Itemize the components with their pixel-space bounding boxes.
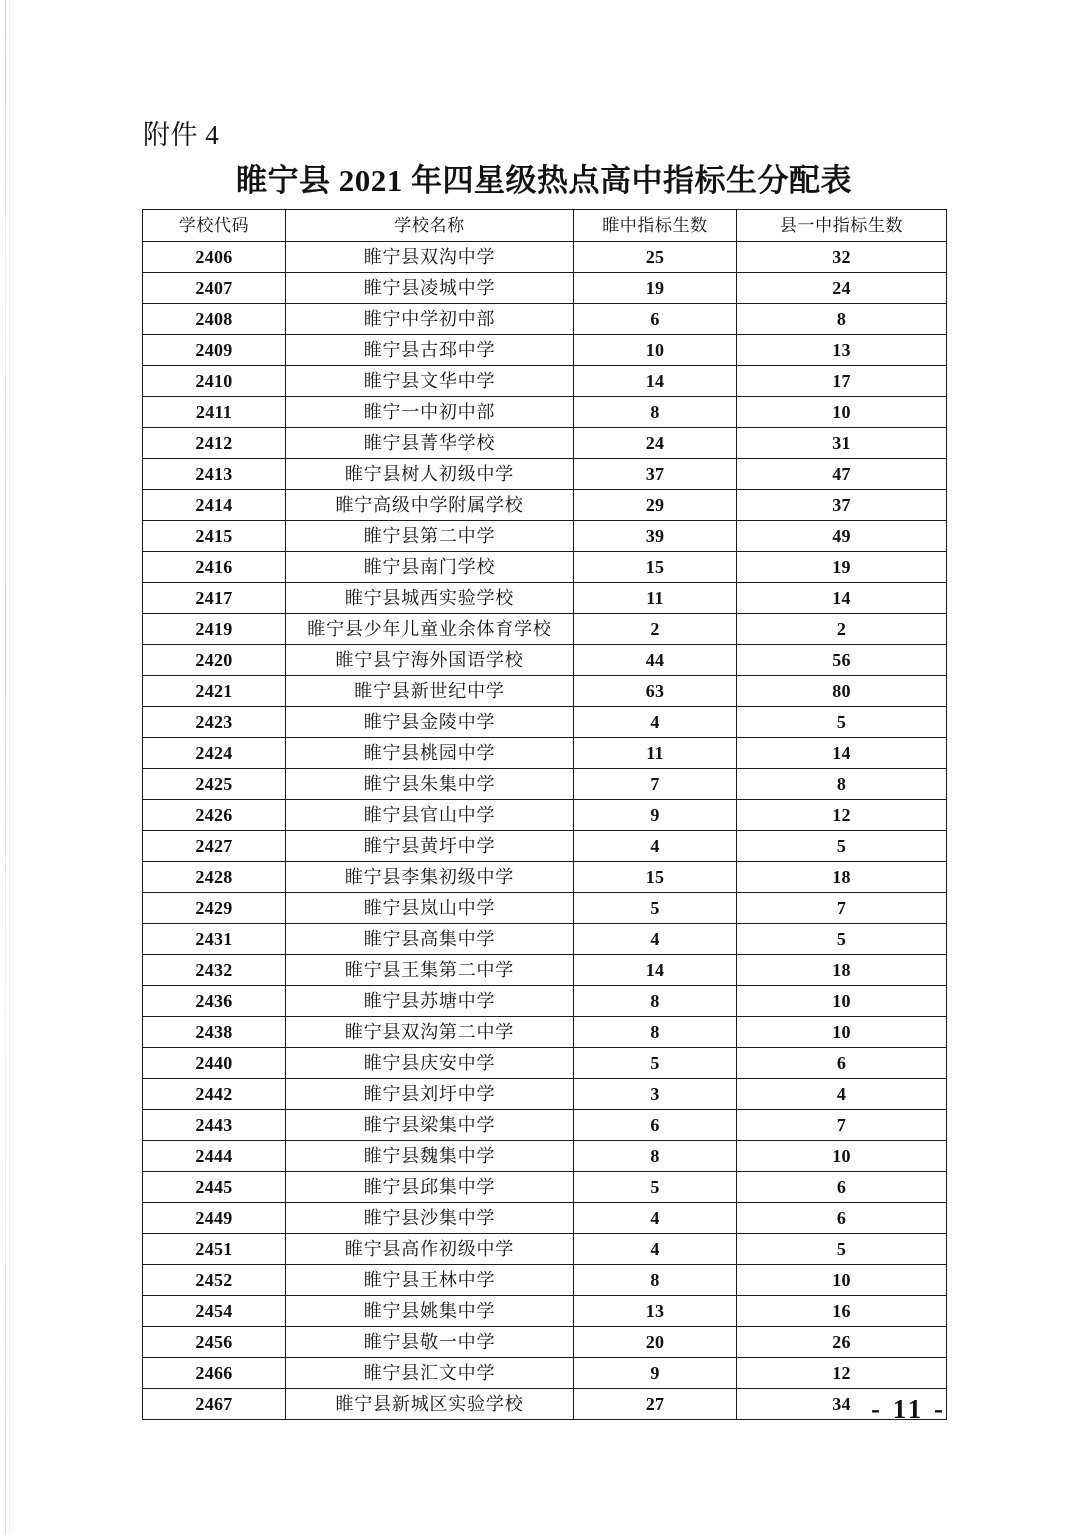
cell-county-first-middle-quota: 10 bbox=[737, 397, 947, 428]
table-row bbox=[143, 676, 947, 707]
cell-school-name: 睢宁县汇文中学 bbox=[286, 1358, 574, 1389]
cell-school-code: 2406 bbox=[143, 242, 286, 273]
cell-school-code: 2426 bbox=[143, 800, 286, 831]
table-row bbox=[143, 397, 947, 428]
cell-school-code: 2443 bbox=[143, 1110, 286, 1141]
cell-county-first-middle-quota: 18 bbox=[737, 862, 947, 893]
cell-school-code: 2410 bbox=[143, 366, 286, 397]
cell-school-name: 睢宁县新世纪中学 bbox=[286, 676, 574, 707]
cell-school-code: 2411 bbox=[143, 397, 286, 428]
cell-county-first-middle-quota: 10 bbox=[737, 1141, 947, 1172]
cell-suining-middle-quota: 27 bbox=[574, 1389, 737, 1420]
cell-school-name: 睢宁县城西实验学校 bbox=[286, 583, 574, 614]
table-row bbox=[143, 521, 947, 552]
table-header-row bbox=[143, 210, 947, 242]
cell-county-first-middle-quota: 19 bbox=[737, 552, 947, 583]
table-body bbox=[143, 242, 947, 1420]
cell-suining-middle-quota: 8 bbox=[574, 1017, 737, 1048]
table-row bbox=[143, 924, 947, 955]
cell-school-name: 睢宁县魏集中学 bbox=[286, 1141, 574, 1172]
table-row bbox=[143, 707, 947, 738]
table-row bbox=[143, 769, 947, 800]
cell-suining-middle-quota: 5 bbox=[574, 893, 737, 924]
cell-school-code: 2424 bbox=[143, 738, 286, 769]
table-row bbox=[143, 800, 947, 831]
cell-county-first-middle-quota: 5 bbox=[737, 1234, 947, 1265]
cell-county-first-middle-quota: 6 bbox=[737, 1203, 947, 1234]
cell-school-code: 2414 bbox=[143, 490, 286, 521]
cell-school-code: 2413 bbox=[143, 459, 286, 490]
cell-suining-middle-quota: 4 bbox=[574, 1203, 737, 1234]
cell-school-name: 睢宁县朱集中学 bbox=[286, 769, 574, 800]
cell-school-name: 睢宁县双沟第二中学 bbox=[286, 1017, 574, 1048]
cell-school-code: 2420 bbox=[143, 645, 286, 676]
cell-suining-middle-quota: 5 bbox=[574, 1172, 737, 1203]
cell-county-first-middle-quota: 47 bbox=[737, 459, 947, 490]
cell-county-first-middle-quota: 14 bbox=[737, 583, 947, 614]
cell-suining-middle-quota: 14 bbox=[574, 955, 737, 986]
cell-school-name: 睢宁县宁海外国语学校 bbox=[286, 645, 574, 676]
table-row bbox=[143, 490, 947, 521]
table-row bbox=[143, 459, 947, 490]
cell-school-code: 2415 bbox=[143, 521, 286, 552]
cell-suining-middle-quota: 13 bbox=[574, 1296, 737, 1327]
cell-county-first-middle-quota: 17 bbox=[737, 366, 947, 397]
cell-suining-middle-quota: 2 bbox=[574, 614, 737, 645]
cell-school-code: 2409 bbox=[143, 335, 286, 366]
table-row bbox=[143, 1203, 947, 1234]
cell-school-name: 睢宁县岚山中学 bbox=[286, 893, 574, 924]
cell-school-code: 2428 bbox=[143, 862, 286, 893]
cell-suining-middle-quota: 25 bbox=[574, 242, 737, 273]
cell-suining-middle-quota: 5 bbox=[574, 1048, 737, 1079]
cell-school-code: 2407 bbox=[143, 273, 286, 304]
cell-school-code: 2454 bbox=[143, 1296, 286, 1327]
cell-suining-middle-quota: 44 bbox=[574, 645, 737, 676]
cell-school-code: 2438 bbox=[143, 1017, 286, 1048]
cell-suining-middle-quota: 24 bbox=[574, 428, 737, 459]
cell-suining-middle-quota: 11 bbox=[574, 583, 737, 614]
table-row bbox=[143, 645, 947, 676]
cell-suining-middle-quota: 8 bbox=[574, 986, 737, 1017]
table-row bbox=[143, 552, 947, 583]
cell-school-name: 睢宁县树人初级中学 bbox=[286, 459, 574, 490]
table-row bbox=[143, 1048, 947, 1079]
cell-county-first-middle-quota: 7 bbox=[737, 1110, 947, 1141]
table-row bbox=[143, 1265, 947, 1296]
cell-school-code: 2467 bbox=[143, 1389, 286, 1420]
cell-school-name: 睢宁县高集中学 bbox=[286, 924, 574, 955]
cell-county-first-middle-quota: 8 bbox=[737, 769, 947, 800]
cell-school-name: 睢宁县第二中学 bbox=[286, 521, 574, 552]
cell-school-code: 2442 bbox=[143, 1079, 286, 1110]
cell-school-code: 2452 bbox=[143, 1265, 286, 1296]
cell-school-name: 睢宁县敬一中学 bbox=[286, 1327, 574, 1358]
cell-suining-middle-quota: 29 bbox=[574, 490, 737, 521]
cell-school-code: 2412 bbox=[143, 428, 286, 459]
cell-school-name: 睢宁县黄圩中学 bbox=[286, 831, 574, 862]
cell-suining-middle-quota: 19 bbox=[574, 273, 737, 304]
page-number: - 11 - bbox=[871, 1394, 946, 1424]
attachment-label: 附件 4 bbox=[143, 120, 220, 150]
cell-school-code: 2416 bbox=[143, 552, 286, 583]
cell-county-first-middle-quota: 31 bbox=[737, 428, 947, 459]
table-row bbox=[143, 1327, 947, 1358]
cell-school-name: 睢宁县邱集中学 bbox=[286, 1172, 574, 1203]
allocation-table-container bbox=[142, 209, 946, 1420]
column-header-school-code: 学校代码 bbox=[143, 210, 286, 242]
cell-county-first-middle-quota: 56 bbox=[737, 645, 947, 676]
cell-county-first-middle-quota: 10 bbox=[737, 1265, 947, 1296]
cell-school-code: 2456 bbox=[143, 1327, 286, 1358]
table-row bbox=[143, 831, 947, 862]
table-row bbox=[143, 1110, 947, 1141]
cell-suining-middle-quota: 11 bbox=[574, 738, 737, 769]
cell-suining-middle-quota: 14 bbox=[574, 366, 737, 397]
cell-school-name: 睢宁县王林中学 bbox=[286, 1265, 574, 1296]
cell-suining-middle-quota: 39 bbox=[574, 521, 737, 552]
cell-school-name: 睢宁县双沟中学 bbox=[286, 242, 574, 273]
cell-school-name: 睢宁县姚集中学 bbox=[286, 1296, 574, 1327]
cell-county-first-middle-quota: 2 bbox=[737, 614, 947, 645]
cell-county-first-middle-quota: 13 bbox=[737, 335, 947, 366]
cell-school-code: 2427 bbox=[143, 831, 286, 862]
cell-county-first-middle-quota: 14 bbox=[737, 738, 947, 769]
cell-school-name: 睢宁县梁集中学 bbox=[286, 1110, 574, 1141]
column-header-county-first-middle-quota: 县一中指标生数 bbox=[737, 210, 947, 242]
column-header-suining-middle-quota: 睢中指标生数 bbox=[574, 210, 737, 242]
cell-school-name: 睢宁县凌城中学 bbox=[286, 273, 574, 304]
cell-county-first-middle-quota: 12 bbox=[737, 1358, 947, 1389]
cell-county-first-middle-quota: 34 bbox=[737, 1389, 947, 1420]
cell-school-code: 2408 bbox=[143, 304, 286, 335]
cell-school-code: 2421 bbox=[143, 676, 286, 707]
cell-county-first-middle-quota: 37 bbox=[737, 490, 947, 521]
cell-county-first-middle-quota: 32 bbox=[737, 242, 947, 273]
cell-county-first-middle-quota: 4 bbox=[737, 1079, 947, 1110]
cell-school-code: 2451 bbox=[143, 1234, 286, 1265]
table-row bbox=[143, 986, 947, 1017]
cell-county-first-middle-quota: 6 bbox=[737, 1172, 947, 1203]
table-row bbox=[143, 1234, 947, 1265]
table-row bbox=[143, 893, 947, 924]
cell-county-first-middle-quota: 5 bbox=[737, 924, 947, 955]
cell-school-code: 2440 bbox=[143, 1048, 286, 1079]
cell-school-name: 睢宁县金陵中学 bbox=[286, 707, 574, 738]
cell-county-first-middle-quota: 6 bbox=[737, 1048, 947, 1079]
cell-school-code: 2417 bbox=[143, 583, 286, 614]
table-row bbox=[143, 1358, 947, 1389]
cell-school-name: 睢宁一中初中部 bbox=[286, 397, 574, 428]
cell-suining-middle-quota: 4 bbox=[574, 831, 737, 862]
column-header-school-name: 学校名称 bbox=[286, 210, 574, 242]
cell-suining-middle-quota: 37 bbox=[574, 459, 737, 490]
table-row bbox=[143, 614, 947, 645]
cell-school-name: 睢宁中学初中部 bbox=[286, 304, 574, 335]
table-row bbox=[143, 862, 947, 893]
cell-suining-middle-quota: 9 bbox=[574, 800, 737, 831]
cell-school-name: 睢宁高级中学附属学校 bbox=[286, 490, 574, 521]
cell-county-first-middle-quota: 5 bbox=[737, 831, 947, 862]
cell-school-code: 2436 bbox=[143, 986, 286, 1017]
cell-suining-middle-quota: 6 bbox=[574, 1110, 737, 1141]
cell-school-name: 睢宁县古邳中学 bbox=[286, 335, 574, 366]
table-row bbox=[143, 304, 947, 335]
cell-suining-middle-quota: 8 bbox=[574, 397, 737, 428]
table-header bbox=[143, 210, 947, 242]
cell-county-first-middle-quota: 18 bbox=[737, 955, 947, 986]
table-row bbox=[143, 738, 947, 769]
cell-suining-middle-quota: 15 bbox=[574, 552, 737, 583]
cell-suining-middle-quota: 20 bbox=[574, 1327, 737, 1358]
cell-county-first-middle-quota: 49 bbox=[737, 521, 947, 552]
table-row bbox=[143, 1141, 947, 1172]
cell-suining-middle-quota: 8 bbox=[574, 1141, 737, 1172]
table-row bbox=[143, 366, 947, 397]
cell-school-code: 2466 bbox=[143, 1358, 286, 1389]
cell-school-name: 睢宁县新城区实验学校 bbox=[286, 1389, 574, 1420]
cell-school-code: 2419 bbox=[143, 614, 286, 645]
cell-school-code: 2445 bbox=[143, 1172, 286, 1203]
cell-county-first-middle-quota: 12 bbox=[737, 800, 947, 831]
cell-school-name: 睢宁县少年儿童业余体育学校 bbox=[286, 614, 574, 645]
cell-suining-middle-quota: 4 bbox=[574, 924, 737, 955]
cell-school-name: 睢宁县沙集中学 bbox=[286, 1203, 574, 1234]
cell-suining-middle-quota: 15 bbox=[574, 862, 737, 893]
table-row bbox=[143, 955, 947, 986]
cell-school-code: 2431 bbox=[143, 924, 286, 955]
cell-school-name: 睢宁县庆安中学 bbox=[286, 1048, 574, 1079]
cell-school-name: 睢宁县王集第二中学 bbox=[286, 955, 574, 986]
table-row bbox=[143, 1172, 947, 1203]
cell-school-name: 睢宁县高作初级中学 bbox=[286, 1234, 574, 1265]
cell-county-first-middle-quota: 8 bbox=[737, 304, 947, 335]
cell-suining-middle-quota: 4 bbox=[574, 707, 737, 738]
cell-suining-middle-quota: 8 bbox=[574, 1265, 737, 1296]
table-row bbox=[143, 242, 947, 273]
cell-county-first-middle-quota: 10 bbox=[737, 986, 947, 1017]
table-row bbox=[143, 1296, 947, 1327]
cell-school-code: 2423 bbox=[143, 707, 286, 738]
cell-school-name: 睢宁县桃园中学 bbox=[286, 738, 574, 769]
table-row bbox=[143, 273, 947, 304]
cell-school-code: 2432 bbox=[143, 955, 286, 986]
cell-suining-middle-quota: 3 bbox=[574, 1079, 737, 1110]
cell-suining-middle-quota: 4 bbox=[574, 1234, 737, 1265]
cell-county-first-middle-quota: 26 bbox=[737, 1327, 947, 1358]
cell-county-first-middle-quota: 24 bbox=[737, 273, 947, 304]
cell-school-code: 2425 bbox=[143, 769, 286, 800]
cell-school-name: 睢宁县菁华学校 bbox=[286, 428, 574, 459]
cell-county-first-middle-quota: 5 bbox=[737, 707, 947, 738]
page-title: 睢宁县 2021 年四星级热点高中指标生分配表 bbox=[236, 163, 852, 198]
cell-suining-middle-quota: 9 bbox=[574, 1358, 737, 1389]
cell-school-name: 睢宁县李集初级中学 bbox=[286, 862, 574, 893]
cell-school-name: 睢宁县文华中学 bbox=[286, 366, 574, 397]
cell-county-first-middle-quota: 10 bbox=[737, 1017, 947, 1048]
cell-school-code: 2444 bbox=[143, 1141, 286, 1172]
cell-suining-middle-quota: 10 bbox=[574, 335, 737, 366]
cell-suining-middle-quota: 7 bbox=[574, 769, 737, 800]
allocation-table bbox=[142, 209, 947, 1420]
cell-school-code: 2429 bbox=[143, 893, 286, 924]
cell-county-first-middle-quota: 16 bbox=[737, 1296, 947, 1327]
table-row bbox=[143, 1079, 947, 1110]
cell-school-code: 2449 bbox=[143, 1203, 286, 1234]
cell-school-name: 睢宁县刘圩中学 bbox=[286, 1079, 574, 1110]
table-row bbox=[143, 428, 947, 459]
cell-county-first-middle-quota: 80 bbox=[737, 676, 947, 707]
table-row bbox=[143, 1017, 947, 1048]
cell-school-name: 睢宁县南门学校 bbox=[286, 552, 574, 583]
cell-county-first-middle-quota: 7 bbox=[737, 893, 947, 924]
cell-school-name: 睢宁县苏塘中学 bbox=[286, 986, 574, 1017]
table-row bbox=[143, 335, 947, 366]
cell-school-name: 睢宁县官山中学 bbox=[286, 800, 574, 831]
table-row bbox=[143, 583, 947, 614]
cell-suining-middle-quota: 63 bbox=[574, 676, 737, 707]
cell-suining-middle-quota: 6 bbox=[574, 304, 737, 335]
